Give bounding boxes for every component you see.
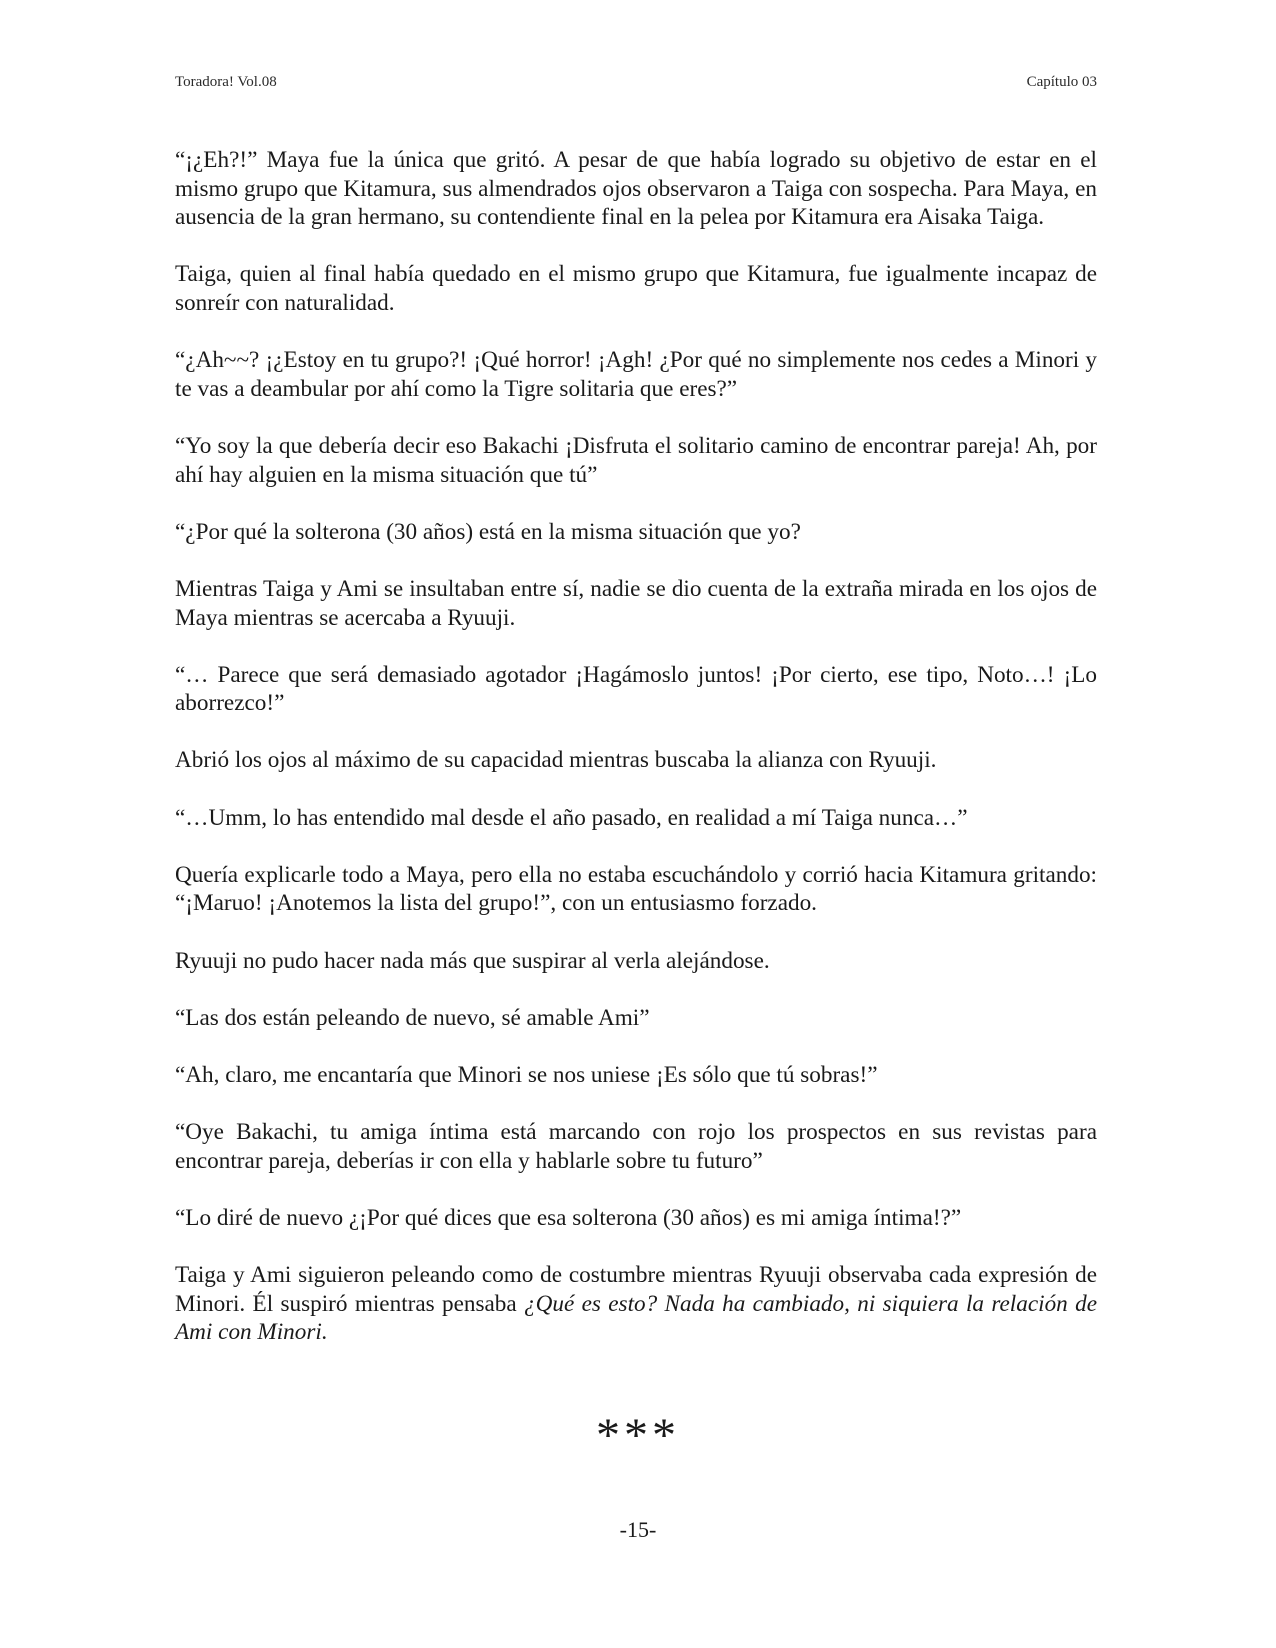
- paragraph: Taiga, quien al final había quedado en el mismo grupo que Kitamura, fue igualmente incapaz de sonreír con naturalidad.: [175, 261, 1097, 316]
- paragraph: Mientras Taiga y Ami se insultaban entre sí, nadie se dio cuenta de la extraña mirada en los ojos de Maya mientras se acercaba a Ryuuji.: [175, 575, 1097, 631]
- inner-thought: ¿Qué es esto? Nada ha cambiado, ni siquiera la relación de Ami con Minori.: [175, 1290, 1097, 1346]
- scene-break: ***: [596, 1409, 680, 1462]
- paragraph: “Las dos están peleando de nuevo, sé amable Ami”: [175, 1004, 650, 1031]
- paragraph: Quería explicarle todo a Maya, pero ella no estaba escuchándolo y corrió hacia Kitamura gritando: “¡Maruo! ¡Anotemos la lista del grupo!”, con un entusiasmo forzado.: [175, 861, 1097, 917]
- paragraph: “…Umm, lo has entendido mal desde el año pasado, en realidad a mí Taiga nunca…”: [175, 804, 968, 831]
- chapter-body: [175, 146, 1097, 1376]
- paragraph: Abrió los ojos al máximo de su capacidad mientras buscaba la alianza con Ryuuji.: [175, 747, 937, 774]
- paragraph: “¿Por qué la solterona (30 años) está en la misma situación que yo?: [175, 518, 801, 545]
- chapter-label: Capítulo 03: [1026, 74, 1097, 90]
- paragraph: Ryuuji no pudo hacer nada más que suspirar al verla alejándose.: [175, 947, 770, 974]
- paragraph: “… Parece que será demasiado agotador ¡Hagámoslo juntos! ¡Por cierto, ese tipo, Noto…! ¡Lo aborrezco!”: [175, 661, 1097, 717]
- paragraph: “¡¿Eh?!” Maya fue la única que gritó. A pesar de que había logrado su objetivo de estar en el mismo grupo que Kitamura, sus almendrados ojos observaron a Taiga con sospecha. Para Maya, en ausencia de la gran hermano, su contendiente final en la pelea por Kitamura era Aisaka Taiga.: [175, 147, 1097, 231]
- paragraph: “Yo soy la que debería decir eso Bakachi ¡Disfruta el solitario camino de encontrar pareja! Ah, por ahí hay alguien en la misma situación que tú”: [175, 432, 1097, 488]
- book-title: Toradora! Vol.08: [175, 74, 277, 90]
- paragraph: “Ah, claro, me encantaría que Minori se nos uniese ¡Es sólo que tú sobras!”: [175, 1062, 878, 1088]
- paragraph: “¿Ah~~? ¡¿Estoy en tu grupo?! ¡Qué horror! ¡Agh! ¿Por qué no simplemente nos cedes a Minori y te vas a deambular por ahí como la Tigre solitaria que eres?”: [175, 347, 1097, 402]
- paragraph-final: [175, 1261, 1097, 1347]
- page-header: [175, 74, 1097, 98]
- page-number: -15-: [619, 1517, 657, 1542]
- paragraph: “Lo diré de nuevo ¿¡Por qué dices que esa solterona (30 años) es mi amiga íntima!?”: [175, 1204, 962, 1231]
- paragraph-final-text: Taiga y Ami siguieron peleando como de costumbre mientras Ryuuji observaba cada expresión de Minori. Él suspiró mientras pensaba: [175, 1262, 1097, 1317]
- paragraph: “Oye Bakachi, tu amiga íntima está marcando con rojo los prospectos en sus revistas para encontrar pareja, deberías ir con ella y hablarle sobre tu futuro”: [175, 1119, 1097, 1174]
